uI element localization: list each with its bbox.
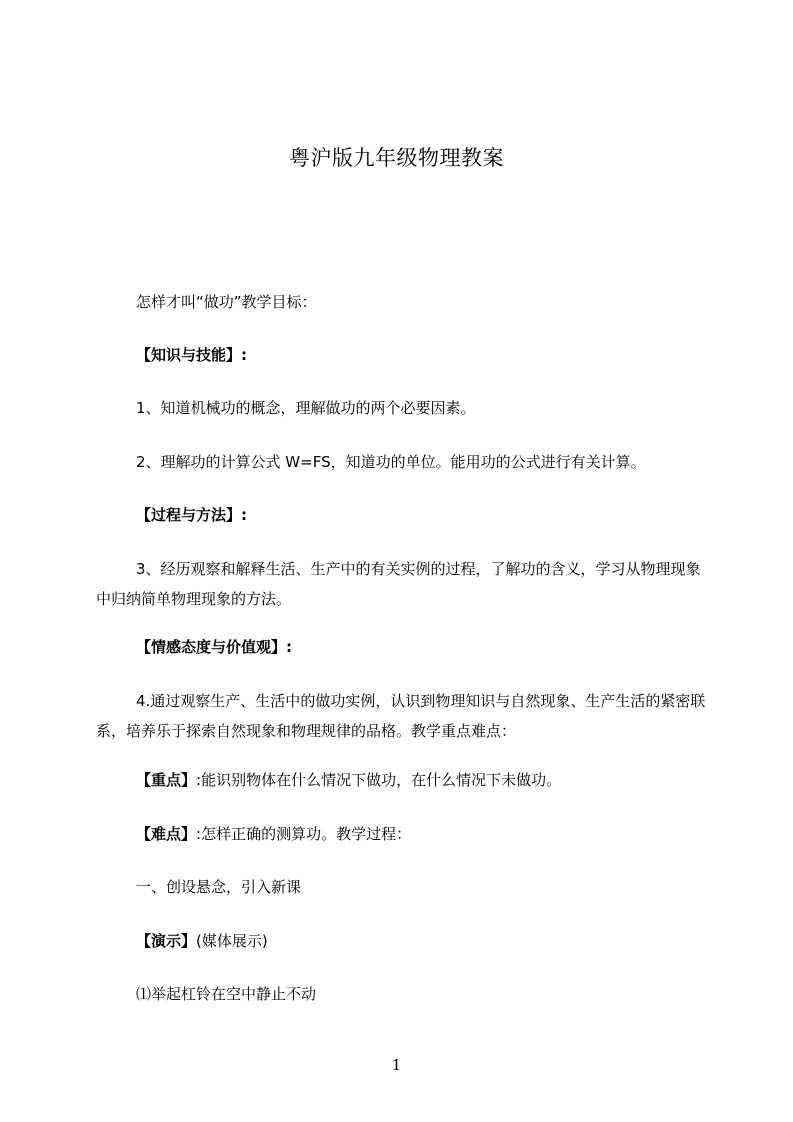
paragraph-demonstration <box>96 926 708 956</box>
paragraph-objective-3: 3、经历观察和解释生活、生产中的有关实例的过程，了解功的含义，学习从物理现象中归纳简单物理现象的方法。 <box>96 560 701 608</box>
paragraph-example-1: ⑴举起杠铃在空中静止不动 <box>136 985 317 1003</box>
paragraph-section-1: 一、创设悬念，引入新课 <box>136 878 302 896</box>
paragraph-key-point <box>96 765 708 795</box>
paragraph-teaching-objectives: 怎样才叫“做功”教学目标： <box>136 293 317 311</box>
demonstration-label: 【演示】 <box>136 932 197 950</box>
paragraph-objective-1: 1、知道机械功的概念，理解做功的两个必要因素。 <box>136 399 476 417</box>
key-point-label: 【重点】 <box>136 771 197 789</box>
paragraph-objective-2: 2、理解功的计算公式 W=FS，知道功的单位。能用功的公式进行有关计算。 <box>136 453 646 471</box>
page-title: 粤沪版九年级物理教案 <box>289 146 504 170</box>
paragraph-objective-4: 4.通过观察生产、生活中的做功实例，认识到物理知识与自然现象、生产生活的紧密联系，培养乐于探索自然现象和物理规律的品格。教学重点难点： <box>96 692 706 740</box>
demonstration-text: (媒体展示) <box>196 932 268 950</box>
heading-process-methods: 【过程与方法】: <box>136 506 247 524</box>
key-point-text: :能识别物体在什么情况下做功，在什么情况下未做功。 <box>196 771 562 789</box>
heading-emotion-values: 【情感态度与价值观】: <box>136 638 292 656</box>
difficult-point-text: :怎样正确的测算功。教学过程： <box>196 825 412 843</box>
page-number: 1 <box>391 1056 402 1074</box>
paragraph-difficult-point <box>96 819 708 849</box>
difficult-point-label: 【难点】 <box>136 825 197 843</box>
heading-knowledge-skills: 【知识与技能】: <box>136 346 247 364</box>
